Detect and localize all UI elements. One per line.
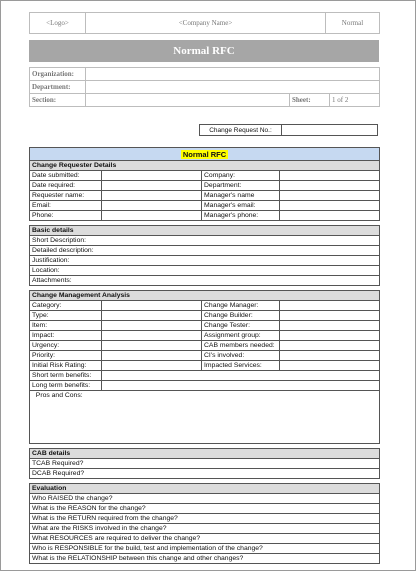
impact-field[interactable]	[102, 331, 202, 341]
attachments-field[interactable]: Attachments:	[30, 276, 380, 286]
long-term-benefits-label: Long term benefits:	[30, 381, 102, 391]
eval-responsible-row[interactable]: Who is RESPONSIBLE for the build, test and implementation of the change?	[30, 544, 380, 554]
change-builder-field[interactable]	[280, 311, 380, 321]
eval-resources-row[interactable]: What RESOURCES are required to deliver the change?	[30, 534, 380, 544]
managers-phone-label: Manager's phone:	[202, 211, 280, 221]
cma-section-heading: Change Management Analysis	[30, 291, 380, 301]
sheet-value: 1 of 2	[330, 94, 380, 107]
change-manager-label: Change Manager:	[202, 301, 280, 311]
cis-involved-label: CI's involved:	[202, 351, 280, 361]
phone-field[interactable]	[102, 211, 202, 221]
short-term-benefits-field[interactable]	[102, 371, 380, 381]
eval-relationship-row[interactable]: What is the RELATIONSHIP between this change and other changes?	[30, 554, 380, 564]
department-field[interactable]	[280, 181, 380, 191]
detailed-description-field[interactable]: Detailed description:	[30, 246, 380, 256]
initial-risk-field[interactable]	[102, 361, 202, 371]
impact-label: Impact:	[30, 331, 102, 341]
managers-name-label: Manager's name	[202, 191, 280, 201]
department-field[interactable]	[86, 81, 380, 94]
date-submitted-field[interactable]	[102, 171, 202, 181]
cab-section-heading: CAB details	[30, 449, 380, 459]
cab-members-field[interactable]	[280, 341, 380, 351]
organization-label: Organization:	[30, 68, 86, 81]
change-request-number-table	[199, 124, 378, 136]
company-name: <Company Name>	[86, 13, 326, 34]
logo-placeholder: <Logo>	[30, 13, 86, 34]
priority-field[interactable]	[102, 351, 202, 361]
evaluation-section-heading: Evaluation	[30, 484, 380, 494]
dcab-required-field[interactable]: DCAB Required?	[30, 469, 380, 479]
impacted-services-field[interactable]	[280, 361, 380, 371]
pros-and-cons-label: Pros and Cons:	[35, 392, 83, 399]
sheet-label: Sheet:	[290, 94, 330, 107]
date-required-label: Date required:	[30, 181, 102, 191]
rfc-form-table	[29, 147, 380, 564]
category-field[interactable]	[102, 301, 202, 311]
change-tester-label: Change Tester:	[202, 321, 280, 331]
category-label: Category:	[30, 301, 102, 311]
impacted-services-label: Impacted Services:	[202, 361, 280, 371]
organization-field[interactable]	[86, 68, 380, 81]
urgency-label: Urgency:	[30, 341, 102, 351]
basic-section-heading: Basic details	[30, 226, 380, 236]
department-label: Department:	[202, 181, 280, 191]
type-field[interactable]	[102, 311, 202, 321]
requester-name-field[interactable]	[102, 191, 202, 201]
cab-members-label: CAB members needed:	[202, 341, 280, 351]
managers-email-field[interactable]	[280, 201, 380, 211]
item-label: Item:	[30, 321, 102, 331]
managers-email-label: Manager's email:	[202, 201, 280, 211]
email-field[interactable]	[102, 201, 202, 211]
form-title-cell	[30, 148, 380, 161]
change-builder-label: Change Builder:	[202, 311, 280, 321]
item-field[interactable]	[102, 321, 202, 331]
eval-return-row[interactable]: What is the RETURN required from the change?	[30, 514, 380, 524]
location-field[interactable]: Location:	[30, 266, 380, 276]
tcab-required-field[interactable]: TCAB Required?	[30, 459, 380, 469]
type-label: Type:	[30, 311, 102, 321]
initial-risk-label: Initial Risk Rating:	[30, 361, 102, 371]
eval-reason-row[interactable]: What is the REASON for the change?	[30, 504, 380, 514]
assignment-group-label: Assignment group:	[202, 331, 280, 341]
change-tester-field[interactable]	[280, 321, 380, 331]
company-field[interactable]	[280, 171, 380, 181]
section-field[interactable]	[86, 94, 290, 107]
section-label: Section:	[30, 94, 86, 107]
email-label: Email:	[30, 201, 102, 211]
date-submitted-label: Date submitted:	[30, 171, 102, 181]
justification-field[interactable]: Justification:	[30, 256, 380, 266]
eval-risks-row[interactable]: What are the RISKS involved in the change?	[30, 524, 380, 534]
department-label: Department:	[30, 81, 86, 94]
header-table	[29, 12, 380, 34]
pros-and-cons-field[interactable]	[30, 391, 380, 444]
short-term-benefits-label: Short term benefits:	[30, 371, 102, 381]
long-term-benefits-field[interactable]	[102, 381, 380, 391]
cis-involved-field[interactable]	[280, 351, 380, 361]
organization-info-table	[29, 67, 380, 107]
change-request-field[interactable]	[282, 125, 378, 136]
document-title-banner: Normal RFC	[29, 40, 379, 62]
priority-label: Priority:	[30, 351, 102, 361]
change-manager-field[interactable]	[280, 301, 380, 311]
change-request-label: Change Request No.:	[200, 125, 282, 136]
company-label: Company:	[202, 171, 280, 181]
urgency-field[interactable]	[102, 341, 202, 351]
form-title: Normal RFC	[182, 149, 227, 159]
managers-name-field[interactable]	[280, 191, 380, 201]
requester-name-label: Requester name:	[30, 191, 102, 201]
requester-section-heading: Change Requester Details	[30, 161, 380, 171]
date-required-field[interactable]	[102, 181, 202, 191]
assignment-group-field[interactable]	[280, 331, 380, 341]
managers-phone-field[interactable]	[280, 211, 380, 221]
doc-type: Normal	[326, 13, 380, 34]
eval-raised-row[interactable]: Who RAISED the change?	[30, 494, 380, 504]
short-description-field[interactable]: Short Description:	[30, 236, 380, 246]
phone-label: Phone:	[30, 211, 102, 221]
